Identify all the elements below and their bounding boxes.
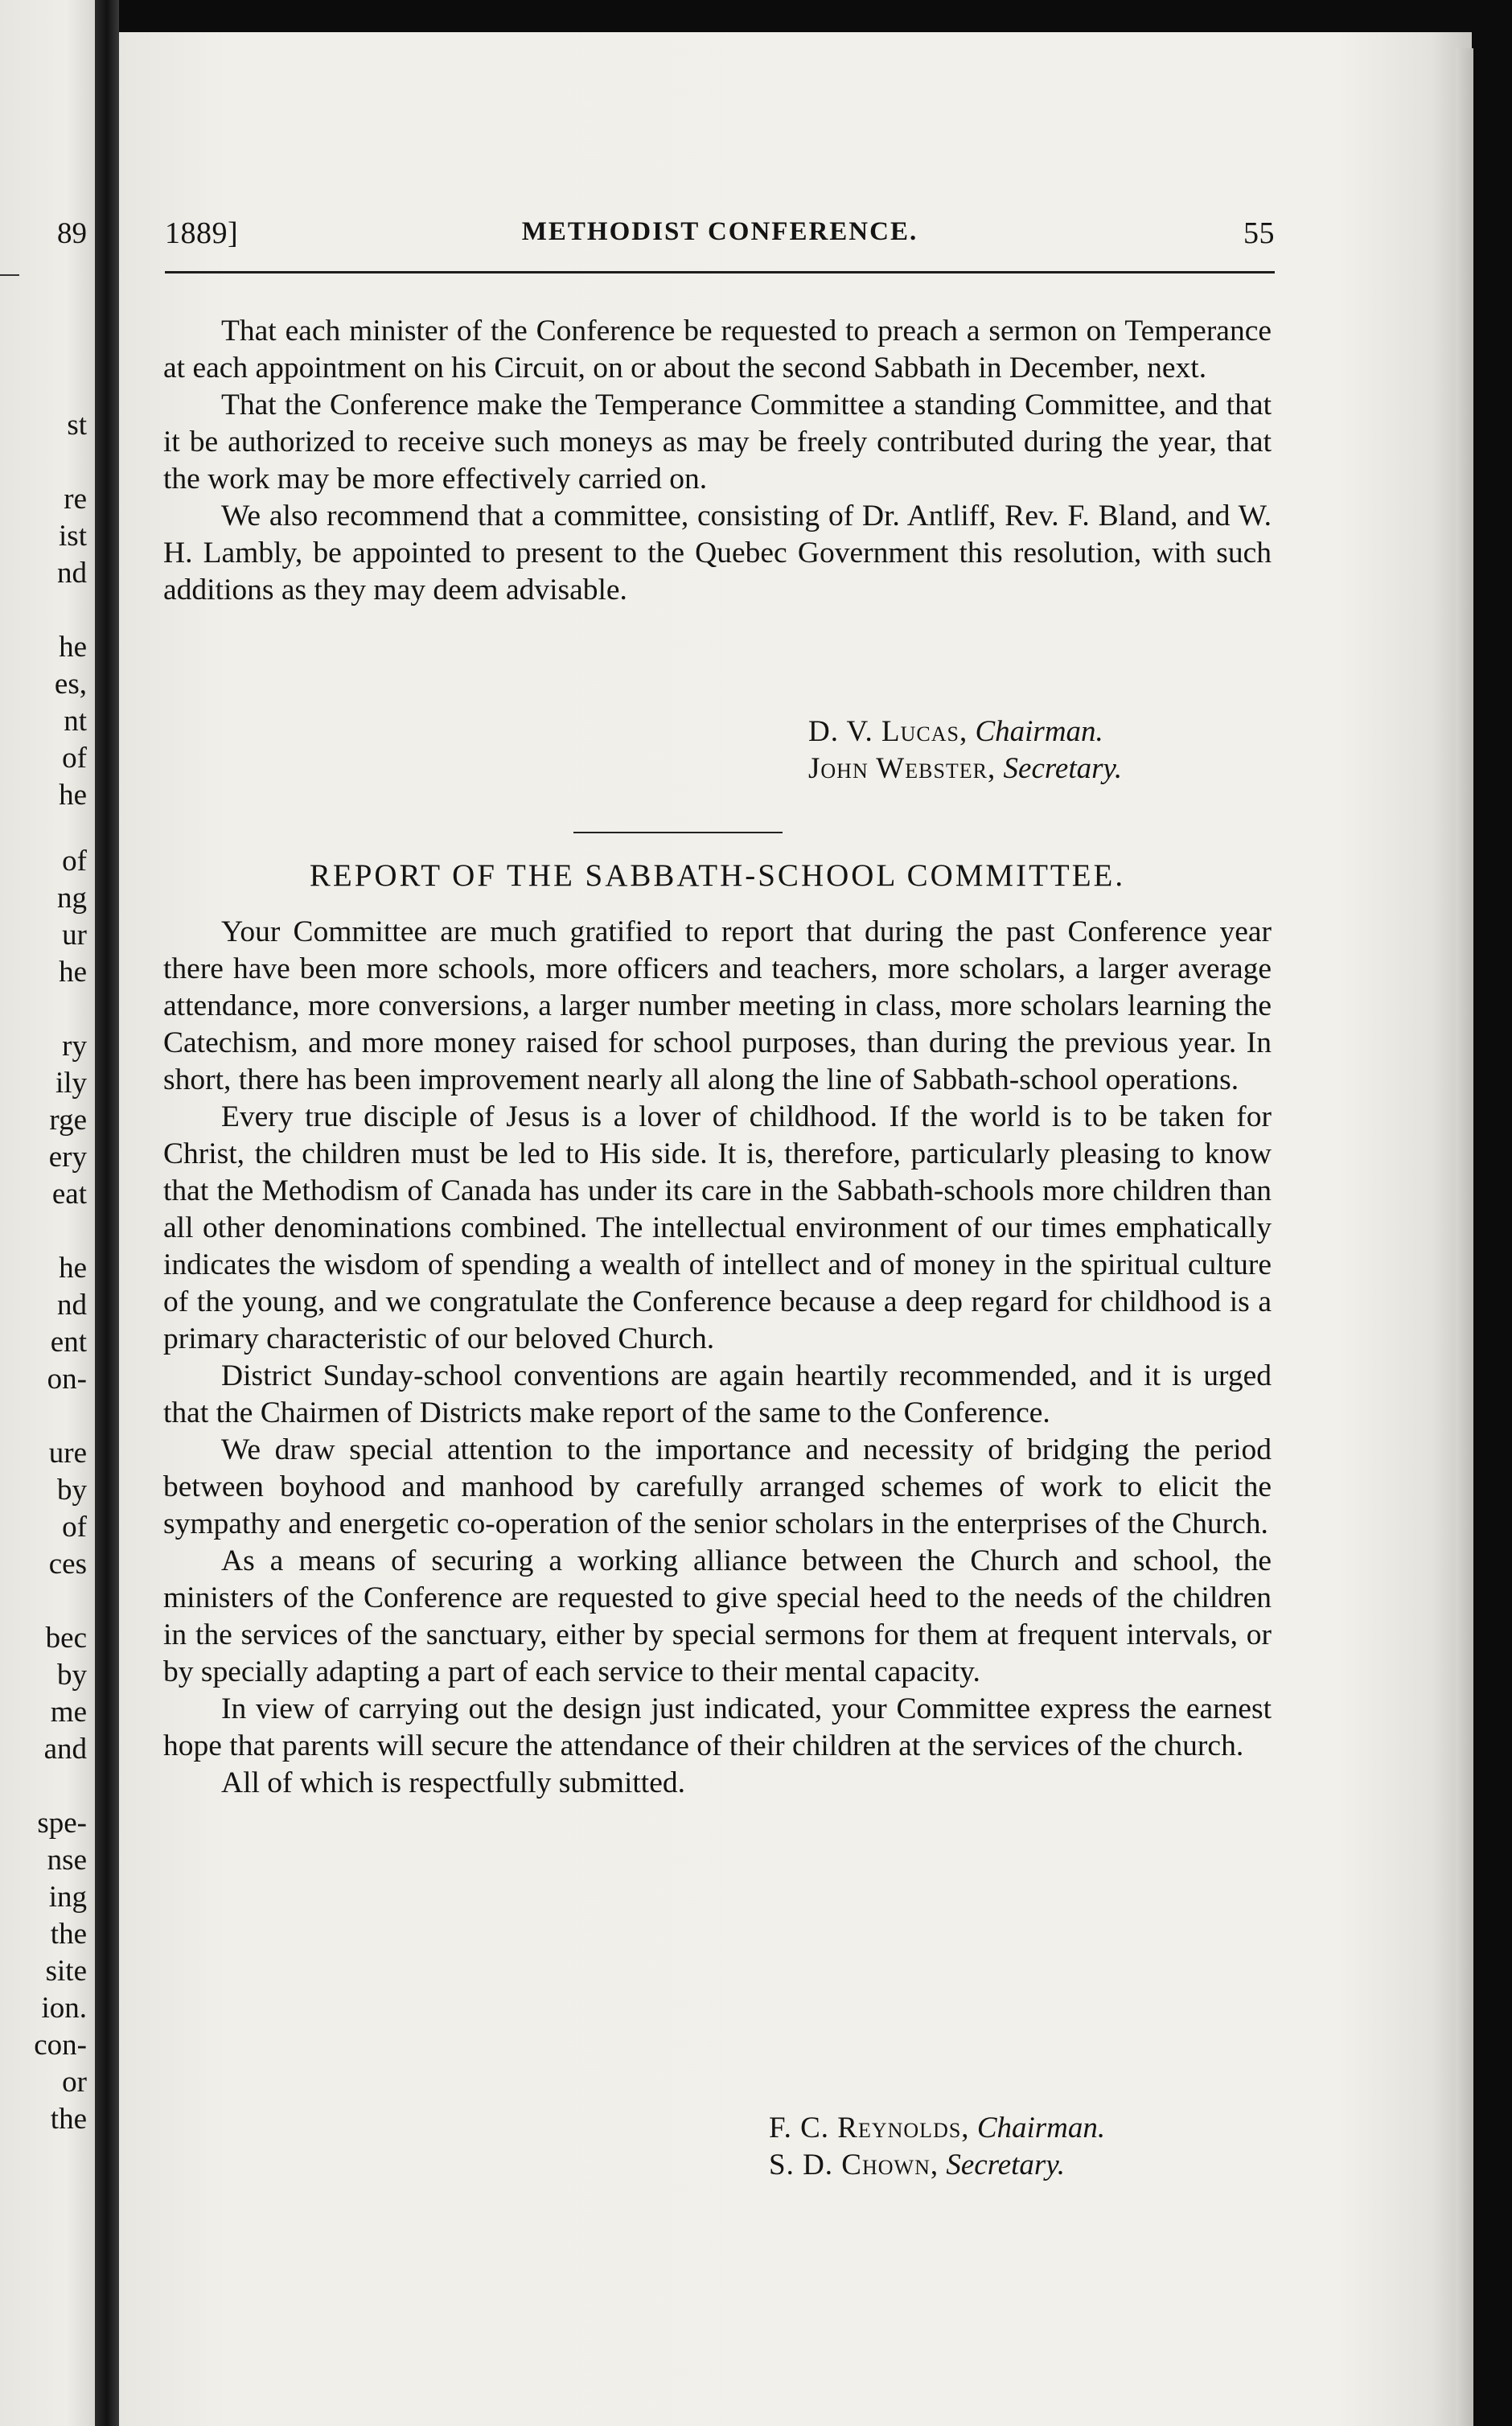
previous-page-line: re [64,483,87,516]
header-title: METHODIST CONFERENCE. [521,217,918,246]
previous-page-number: 89 [57,217,87,250]
page-right-edge [1456,48,1473,2426]
previous-page-line: me [50,1696,87,1729]
previous-page-line: nse [47,1844,87,1877]
previous-page-text [0,0,95,2426]
previous-page-line: of [62,1511,87,1544]
paragraph: Every true disciple of Jesus is a lover of childhood. If the world is to be taken for Christ, the children must be led to His side. It is, therefore, particularly pleasing to know that the Methodism of Canada has under its care in the Sabbath-schools more children than all other denominations combined. The intellectual environment of our times emphatically indicates the wisdom of spending a wealth of intellect and of money in the spiritual culture of the young, and we congratulate the Conference because a deep regard for childhood is a primary characteristic of our beloved Church. [163,1100,1272,1355]
previous-page-line: ent [50,1326,87,1359]
previous-page-line: nt [64,705,87,738]
previous-page-line: by [57,1474,87,1507]
previous-page-line: of [62,845,87,878]
paragraph: We draw special attention to the importance and necessity of bridging the period between boyhood and manhood by carefully arranged schemes of work to elicit the sympathy and energetic co-operation of the senior scholars in the enterprises of the Church. [163,1433,1272,1540]
previous-page-line: ng [57,882,87,915]
temperance-resolutions [163,313,1272,609]
section-divider [573,832,783,833]
book-gutter [95,0,119,2426]
previous-page-line: ry [62,1030,87,1063]
signature-secretary [808,750,1122,787]
previous-page-line: nd [57,1289,87,1322]
signature-chairman [769,2110,1105,2147]
running-header [165,216,1275,256]
section-title: REPORT OF THE SABBATH-SCHOOL COMMITTEE. [309,858,1126,893]
previous-page-line: ion. [41,1992,87,2025]
paragraph: We also recommend that a committee, consisting of Dr. Antliff, Rev. F. Bland, and W. H. Lambly, be appointed to present to the Quebec Government this resolution, with such additions as they may deem advisable. [163,500,1272,606]
signature-role: Chairman. [976,2111,1106,2144]
signature-chairman [808,713,1103,750]
sabbath-school-report [163,914,1272,1802]
closing-line: All of which is respectfully submitted. [221,1766,685,1799]
previous-page-line: ist [59,520,87,553]
previous-page-line: con- [34,2029,87,2062]
previous-page-line: he [59,631,87,664]
previous-page-line: ily [55,1067,87,1100]
previous-page-line: spe- [37,1807,87,1840]
paragraph: That each minister of the Conference be requested to preach a sermon on Temperance at each appointment on his Circuit, on or about the second Sabbath in December, next. [163,315,1272,384]
paragraph: In view of carrying out the design just indicated, your Committee express the earnest hope that parents will secure the attendance of their children at the services of the church. [163,1692,1272,1762]
signature-role: Secretary. [1003,752,1123,785]
previous-page-line: ure [48,1437,87,1470]
previous-page-rule [0,274,19,276]
previous-page-line: site [45,1955,87,1988]
paragraph: As a means of securing a working alliance between the Church and school, the ministers of the Conference are requested to give special heed to the needs of the children in the services of the sanctuary, either by special sermons for them at frequent intervals, or by specially adapting a part of each service to their mental capacity. [163,1544,1272,1688]
previous-page-line: he [59,956,87,989]
signature-role: Chairman. [975,715,1103,748]
previous-page-line: ery [48,1141,87,1174]
paragraph: District Sunday-school conventions are again heartily recommended, and it is urged that the Chairmen of Districts make report of the same to the Conference. [163,1359,1272,1429]
header-rule [165,271,1275,273]
previous-page-line: ing [48,1881,87,1914]
previous-page-line: ces [48,1548,87,1581]
signature-secretary [769,2147,1065,2184]
previous-page-line: ur [62,919,87,952]
previous-page-line: nd [57,557,87,590]
previous-page-line: he [59,1252,87,1285]
previous-page-line: and [43,1733,87,1766]
previous-page-line: bec [45,1622,87,1655]
previous-page-line: the [50,2103,87,2136]
signature-name: D. V. Lucas, [808,715,968,748]
previous-page-line: the [50,1918,87,1951]
paragraph: Your Committee are much gratified to report that during the past Conference year there have been more schools, more officers and teachers, more scholars, a larger average attendance, more conversions, a larger number meeting in class, more scholars learning the Catechism, and more money raised for school purposes, than during the previous year. In short, there has been improvement nearly all along the line of Sabbath-school operations. [163,915,1272,1096]
signature-role: Secretary. [946,2148,1065,2181]
previous-page-edge [0,0,95,2426]
previous-page-line: by [57,1659,87,1692]
previous-page-line: or [62,2066,87,2099]
signature-name: S. D. Chown, [769,2148,939,2181]
signature-name: F. C. Reynolds, [769,2111,970,2144]
previous-page-line: es, [54,668,87,701]
previous-page-line: of [62,742,87,775]
previous-page-line: he [59,779,87,812]
previous-page-line: on- [47,1363,87,1396]
signature-name: John Webster, [808,752,996,785]
header-year: 1889] [165,216,239,250]
previous-page-line: eat [51,1178,87,1211]
previous-page-line: st [67,409,87,442]
previous-page-line: rge [49,1104,87,1137]
header-page-number: 55 [1243,216,1275,250]
paragraph: That the Conference make the Temperance Committee a standing Committee, and that it be authorized to receive such moneys as may be freely contributed during the year, that the work may be more effectively carried on. [163,389,1272,495]
